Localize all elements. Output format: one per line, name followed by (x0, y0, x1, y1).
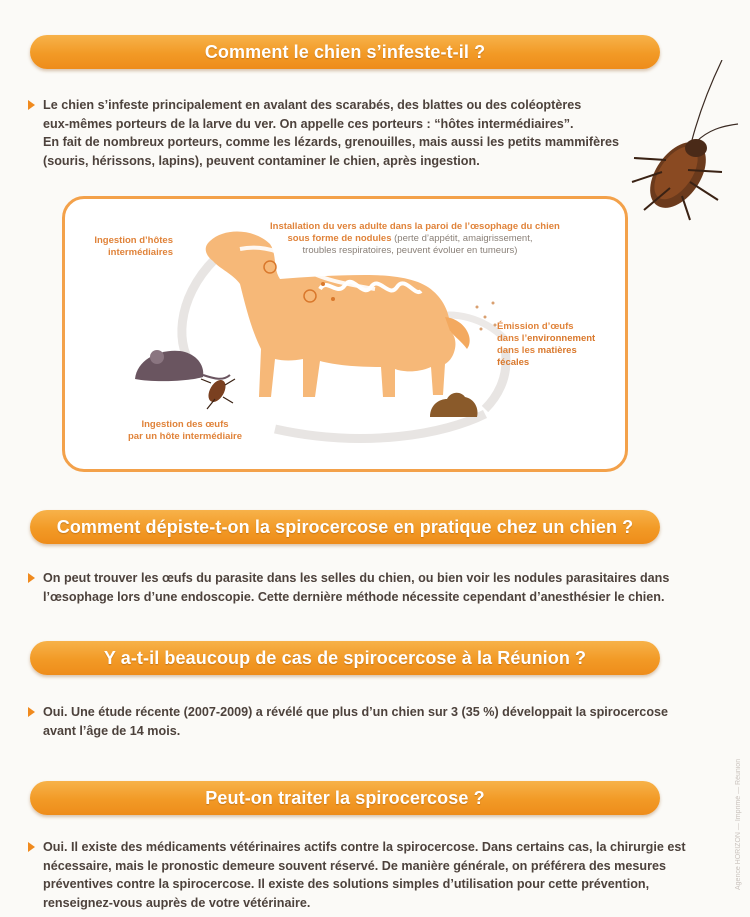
paragraph-line: On peut trouver les œufs du parasite dans les selles du chien, ou bien voir les nodules parasitaires dans (43, 571, 670, 585)
section-4-paragraph (28, 838, 728, 912)
paragraph-line: En fait de nombreux porteurs, comme les lézards, grenouilles, mais aussi les petits mammifères (43, 135, 620, 149)
section-3-paragraph (28, 703, 728, 740)
paragraph-line: renseignez-vous auprès de votre vétérinaire. (43, 895, 311, 910)
paragraph-line: eux-mêmes porteurs de la larve du ver. On appelle ces porteurs : “hôtes intermédiaires”. (43, 116, 574, 131)
section-1-title: Comment le chien s’infeste-t-il ? (30, 35, 660, 69)
label-detail: (perte d’appétit, amaigrissement, (391, 233, 533, 244)
paragraph-line: Le chien s’infeste principalement en avalant des scarabés, des blattes ou des coléoptères (43, 98, 582, 112)
label-ingestion-hotes (73, 235, 173, 259)
section-3-title: Y a-t-il beaucoup de cas de spirocercose à la Réunion ? (30, 641, 660, 675)
paragraph-line: Oui. Il existe des médicaments vétérinaires actifs contre la spirocercose. Dans certains cas, la chirurgie est (43, 840, 686, 854)
bullet-icon (28, 573, 35, 583)
bullet-icon (28, 707, 35, 717)
label-line: Installation du vers adulte dans la paroi de l’œsophage du chien (270, 221, 560, 232)
bullet-icon (28, 842, 35, 852)
section-2-paragraph (28, 569, 728, 606)
label-line: Ingestion d’hôtes (94, 235, 173, 246)
label-line: dans l’ (497, 333, 528, 344)
label-detail: troubles respiratoires, peuvent évoluer en tumeurs) (302, 245, 518, 256)
label-line: Ingestion des œufs (141, 419, 229, 430)
label-highlight: matières (537, 345, 577, 356)
paragraph-line: (souris, hérissons, lapins), peuvent contaminer le chien, après ingestion. (43, 153, 480, 168)
label-line: sous forme de nodules (287, 233, 392, 244)
paragraph-line: Oui. Une étude récente (2007-2009) a révélé que plus d’un chien sur 3 (35 %) développait la spirocercose (43, 705, 669, 719)
label-installation (270, 221, 560, 257)
label-ingestion-oeufs (115, 419, 255, 443)
label-line: par un hôte intermédiaire (127, 431, 243, 442)
paragraph-line: préventives contre la spirocercose. Il existe des solutions simples d’utilisation pour cette prévention, (43, 877, 650, 891)
label-line: Émission d’œufs (497, 321, 574, 332)
bullet-icon (28, 100, 35, 110)
label-highlight: environnement (527, 333, 596, 344)
label-emission (497, 321, 617, 369)
side-imprint-note: Agence HORIZON — Imprimé — Réunion (735, 758, 742, 890)
paragraph-line: avant l’âge de 14 mois. (43, 723, 181, 738)
section-1-paragraph (28, 96, 728, 170)
label-line: dans les (497, 345, 538, 356)
label-line: intermédiaires (108, 247, 173, 258)
section-4-title: Peut-on traiter la spirocercose ? (30, 781, 660, 815)
life-cycle-diagram (62, 196, 628, 472)
section-2-title: Comment dépiste-t-on la spirocercose en pratique chez un chien ? (30, 510, 660, 544)
label-line: fécales (497, 357, 530, 368)
paragraph-line: l’œsophage lors d’une endoscopie. Cette dernière méthode nécessite cependant d’anesthésier le chien. (43, 589, 665, 604)
paragraph-line: nécessaire, mais le pronostic demeure souvent réservé. De manière générale, on préférera des mesures (43, 858, 666, 873)
